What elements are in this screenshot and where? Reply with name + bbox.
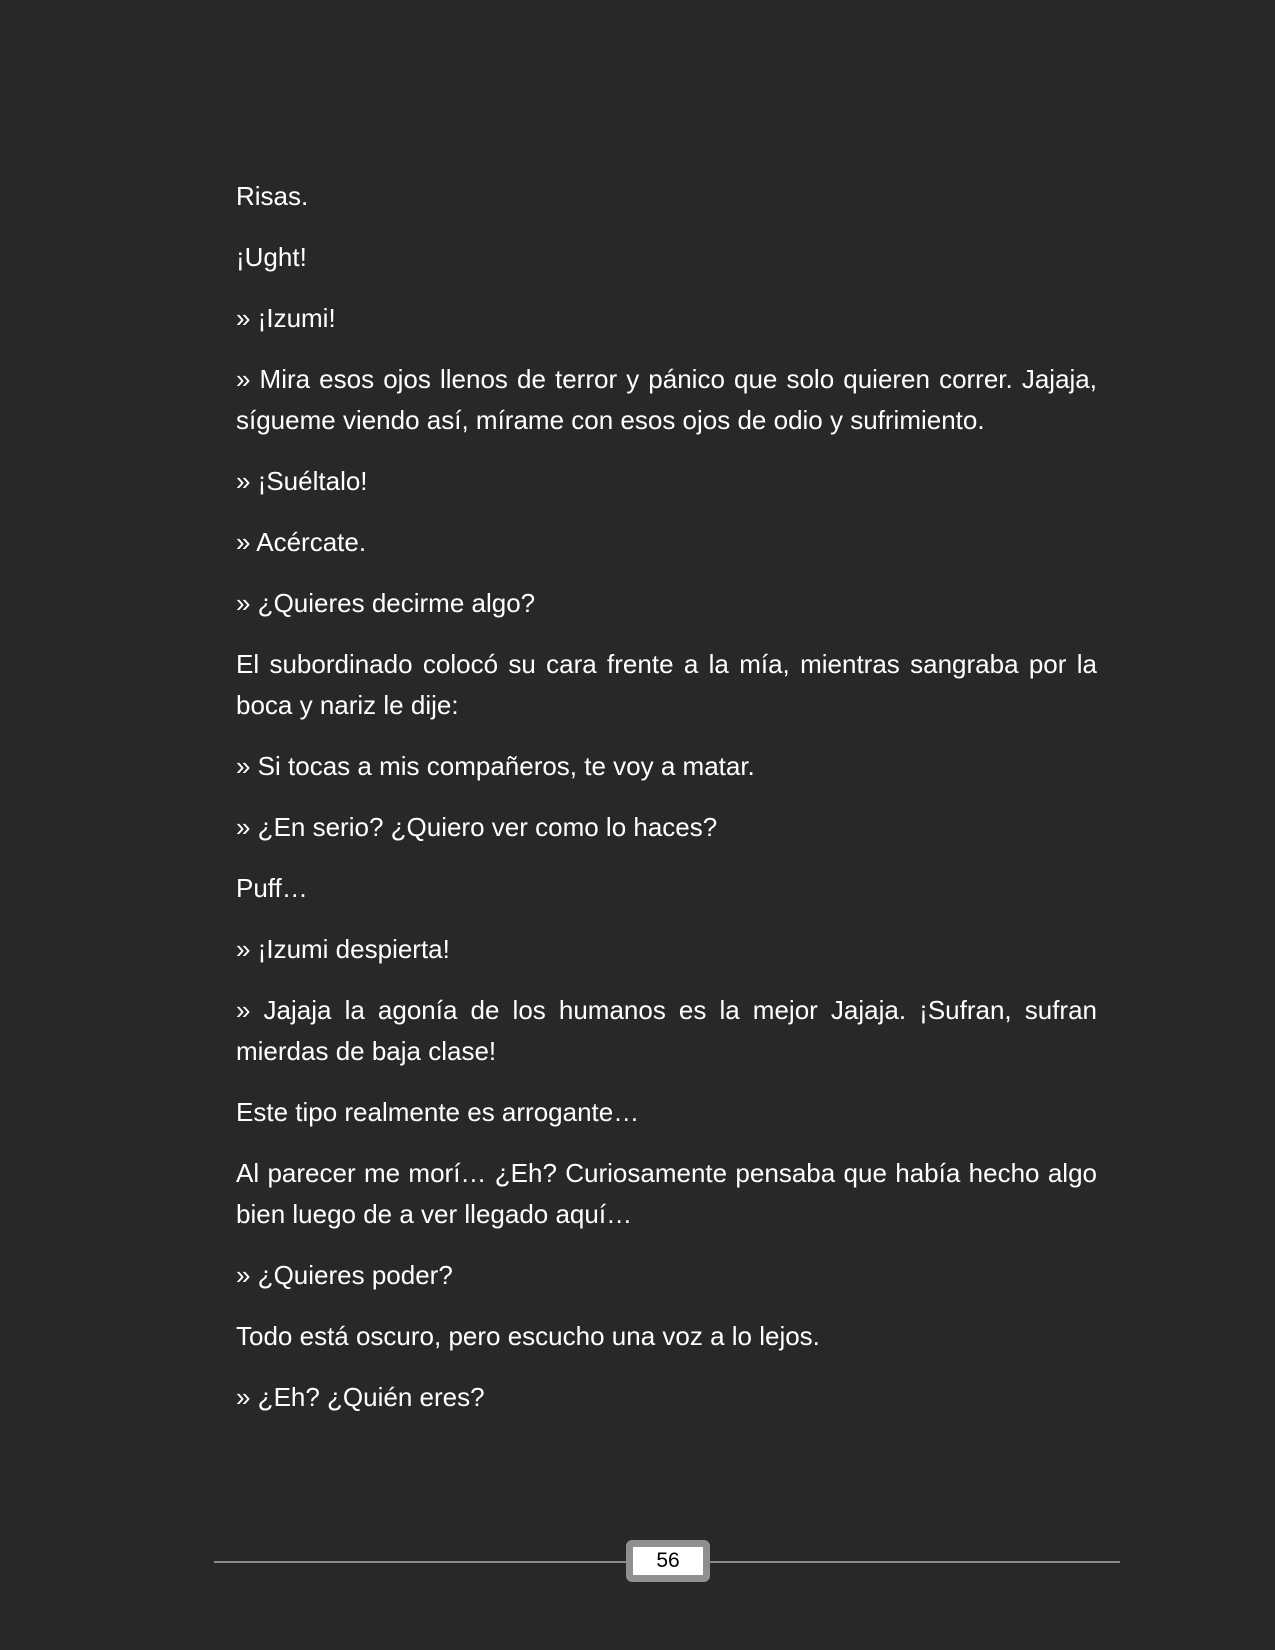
paragraph-3: » ¡Izumi! bbox=[236, 303, 336, 333]
paragraph-14: Este tipo realmente es arrogante… bbox=[236, 1097, 640, 1127]
footer-divider-right bbox=[706, 1561, 1120, 1563]
paragraph-5: » ¡Suéltalo! bbox=[236, 466, 368, 496]
paragraph-11: Puff… bbox=[236, 873, 308, 903]
footer-divider-left bbox=[214, 1561, 628, 1563]
paragraph-17: Todo está oscuro, pero escucho una voz a lo lejos. bbox=[236, 1321, 820, 1351]
paragraph-12: » ¡Izumi despierta! bbox=[236, 934, 450, 964]
paragraph-10: » ¿En serio? ¿Quiero ver como lo haces? bbox=[236, 812, 718, 842]
paragraph-7: » ¿Quieres decirme algo? bbox=[236, 588, 536, 618]
paragraph-18: » ¿Eh? ¿Quién eres? bbox=[236, 1382, 485, 1412]
paragraph-9: » Si tocas a mis compañeros, te voy a matar. bbox=[236, 751, 755, 781]
paragraph-4: » Mira esos ojos llenos de terror y pánico que solo quieren correr. Jajaja, sígueme viendo así, mírame con esos ojos de odio y sufrimiento. bbox=[236, 364, 1097, 435]
paragraph-15: Al parecer me morí… ¿Eh? Curiosamente pensaba que había hecho algo bien luego de a ver llegado aquí… bbox=[236, 1158, 1097, 1229]
page-number: 56 bbox=[633, 1547, 703, 1575]
page-number-badge bbox=[626, 1540, 710, 1582]
paragraph-2: ¡Ught! bbox=[236, 242, 307, 272]
paragraph-8: El subordinado colocó su cara frente a la mía, mientras sangraba por la boca y nariz le dije: bbox=[236, 649, 1097, 720]
paragraph-1: Risas. bbox=[236, 181, 309, 211]
paragraph-16: » ¿Quieres poder? bbox=[236, 1260, 453, 1290]
body-text bbox=[236, 176, 1097, 1438]
paragraph-6: » Acércate. bbox=[236, 527, 367, 557]
page-footer bbox=[214, 1540, 1120, 1584]
paragraph-13: » Jajaja la agonía de los humanos es la mejor Jajaja. ¡Sufran, sufran mierdas de baja clase! bbox=[236, 995, 1097, 1066]
